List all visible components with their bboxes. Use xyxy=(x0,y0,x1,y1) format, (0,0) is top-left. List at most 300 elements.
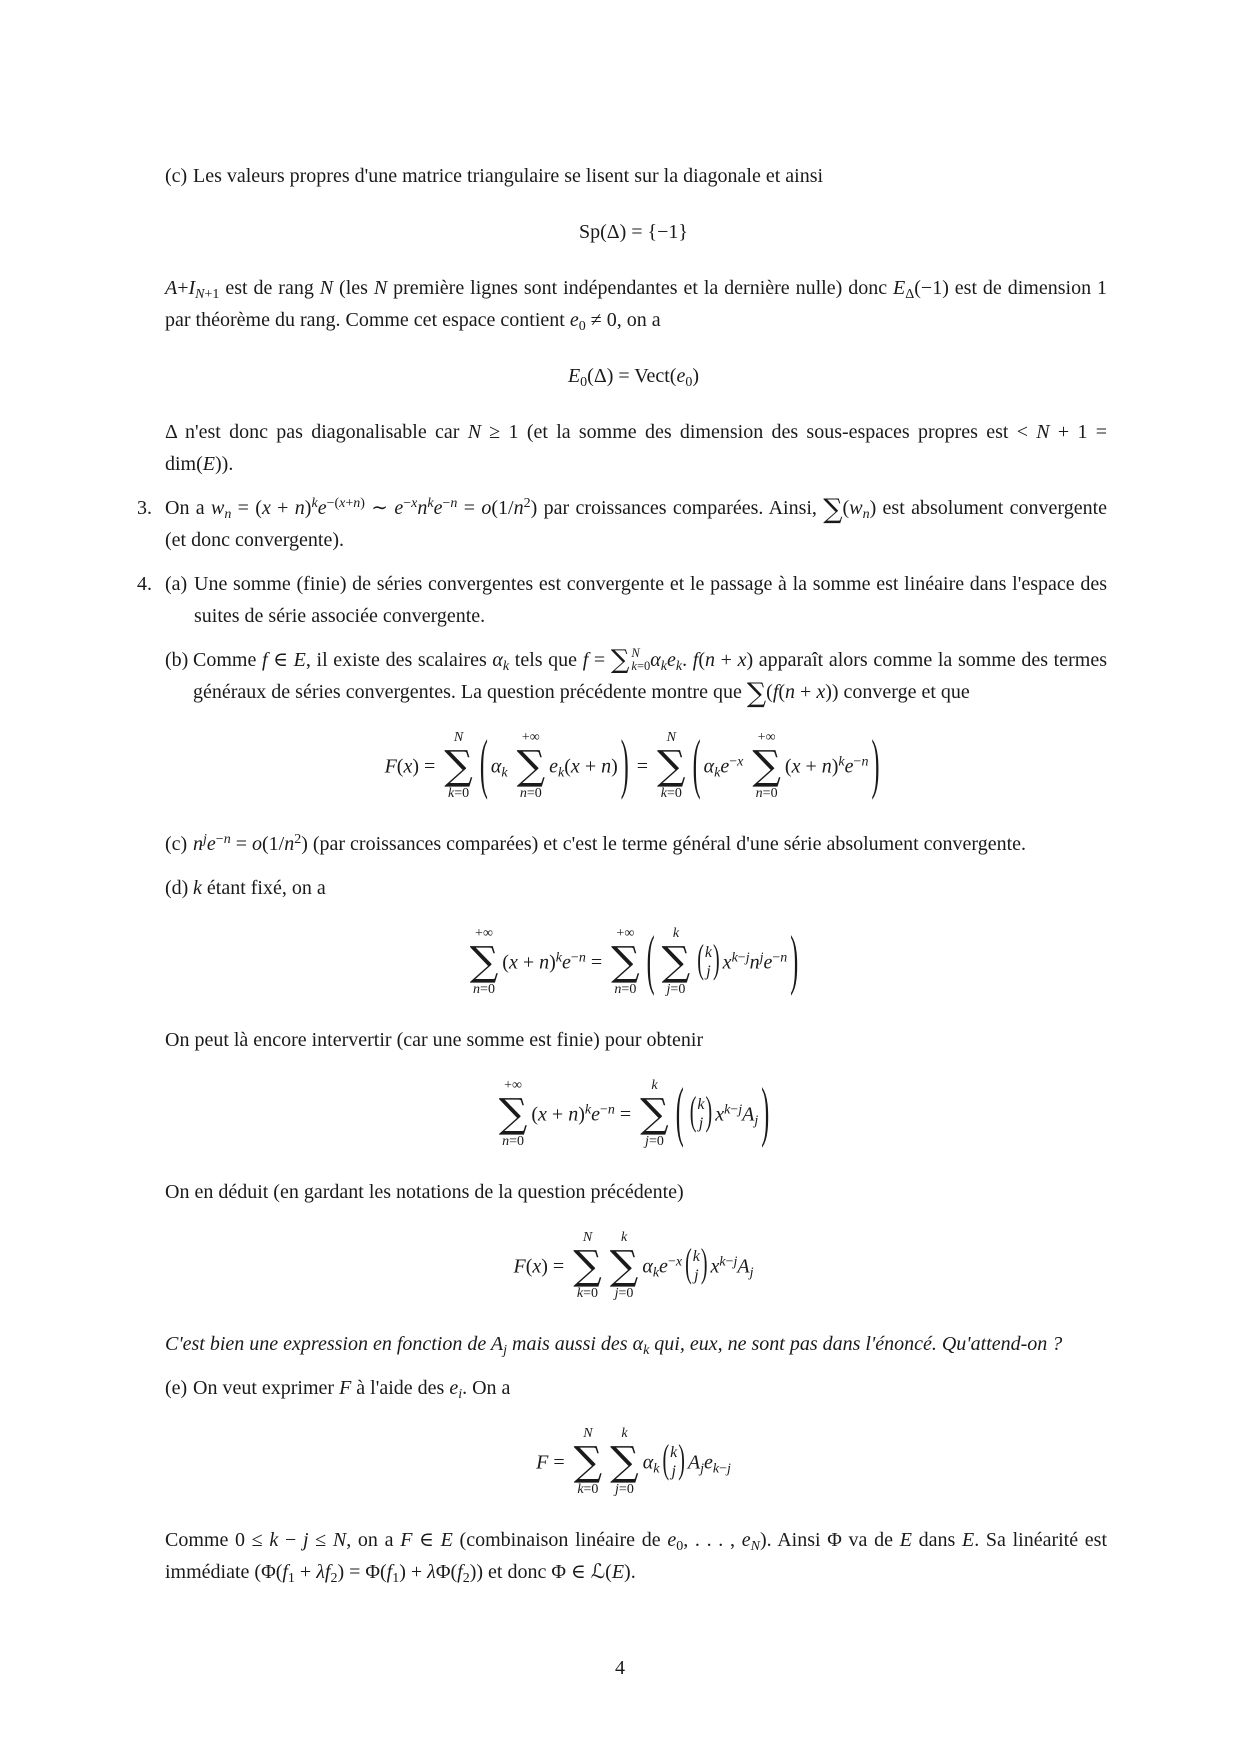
text-run: ( xyxy=(531,1103,539,1126)
paren-close-icon: ) xyxy=(678,1438,685,1482)
subscript: 0 xyxy=(685,375,693,390)
text-run: (combinaison linéaire de xyxy=(452,1529,668,1551)
summation xyxy=(444,730,473,802)
math-var: e xyxy=(741,1529,751,1551)
math-var: F xyxy=(384,755,397,778)
text-run: = xyxy=(614,1103,637,1126)
paragraph-content xyxy=(165,1524,1107,1588)
sum-lower-limit: k=0 xyxy=(448,786,470,801)
text-run: On en déduit (en gardant les notations de la question précédente) xyxy=(165,1181,684,1203)
math-var: f xyxy=(457,1561,463,1583)
text-run: + xyxy=(795,681,817,703)
item-c-valeurs-propres xyxy=(165,160,1107,192)
math-var: x xyxy=(715,1103,725,1126)
subscript: k xyxy=(653,1461,660,1477)
text-run: ) apparaît alors comme la somme des termes généraux de séries convergentes. La question précédente montre que xyxy=(193,649,1107,703)
summation xyxy=(640,1078,669,1150)
subscript: k xyxy=(643,1343,650,1358)
math-var: A xyxy=(742,1103,755,1126)
sum-upper-limit: +∞ xyxy=(475,926,493,941)
math-var: N xyxy=(332,1529,347,1551)
superscript: k xyxy=(584,1102,592,1118)
text-run: , on a xyxy=(346,1529,401,1551)
subscript: k−j xyxy=(712,1461,731,1477)
math-var: E xyxy=(893,277,906,299)
subscript: n xyxy=(224,507,232,522)
text-run: première lignes sont indépendantes et la dernière nulle) donc xyxy=(387,277,894,299)
math-var: o xyxy=(481,497,492,519)
math-var: n xyxy=(568,1103,579,1126)
math-var: f xyxy=(324,1561,331,1583)
binomial-bottom: j xyxy=(706,963,711,980)
paragraph-content xyxy=(165,416,1107,480)
binomial-bottom: j xyxy=(698,1115,704,1132)
text-run: , . . . , xyxy=(683,1529,742,1551)
paren-close-icon: ) xyxy=(761,1077,770,1151)
text-run: On a xyxy=(165,497,211,519)
text-run: On veut exprimer xyxy=(193,1377,340,1399)
subscript: k xyxy=(652,1265,660,1281)
paren-close-icon: ) xyxy=(871,729,880,803)
math-var: f xyxy=(692,649,699,671)
text-run: ( xyxy=(778,681,786,703)
para-non-diagonalisable xyxy=(165,416,1107,480)
math-var: α xyxy=(632,1333,644,1355)
text-run: (les xyxy=(333,277,374,299)
paragraph-content xyxy=(194,568,1107,632)
text-run: = ( xyxy=(231,497,262,519)
paren-open-icon: ( xyxy=(692,729,701,803)
math-var: e xyxy=(569,309,579,331)
text-run: ( xyxy=(784,755,792,778)
sum-lower-limit: n=0 xyxy=(519,786,542,801)
subscript: k xyxy=(501,765,508,781)
text-run: ≤ xyxy=(308,1529,333,1551)
text-run: ) = xyxy=(412,755,441,778)
paren-close-icon: ) xyxy=(713,938,720,982)
math-var: α xyxy=(703,755,715,778)
math-var: mais aussi des xyxy=(507,1333,633,1355)
superscript: k xyxy=(555,950,563,966)
text-run: ) = xyxy=(541,1255,570,1278)
superscript: −(x+n) xyxy=(326,496,365,511)
para-intervertir xyxy=(165,1024,1107,1056)
sum-lower-limit: k=0 xyxy=(576,1286,599,1301)
text-run: , il existe des scalaires xyxy=(305,649,493,671)
math-var: A xyxy=(165,277,178,299)
sigma-icon: ∑ xyxy=(610,645,630,676)
sigma-icon: ∑ xyxy=(498,1091,528,1137)
paragraph-content xyxy=(193,160,1107,192)
math-var: E xyxy=(611,1561,625,1583)
paren-open-icon: ( xyxy=(479,729,488,803)
math-var: qui, eux, ne sont pas dans l'énoncé. Qu'attend-on ? xyxy=(649,1333,1063,1355)
sigma-icon: ∑ xyxy=(609,1243,639,1289)
item-label: (e) xyxy=(165,1377,188,1399)
math-var: e xyxy=(449,1377,459,1399)
math-var: e xyxy=(549,755,559,778)
math-var: E xyxy=(440,1529,453,1551)
sum-upper-limit: k xyxy=(651,1078,658,1093)
math-var: f xyxy=(282,1561,288,1583)
text-run: à l'aide des xyxy=(351,1377,450,1399)
text-run: + 1 = dim( xyxy=(165,421,1107,475)
sum-upper-limit: +∞ xyxy=(504,1078,523,1093)
paragraph-content xyxy=(193,1372,1107,1404)
sigma-operator-icon: ∑ xyxy=(823,494,843,525)
sum-lower-limit: j=0 xyxy=(645,1134,664,1149)
text-run: ( xyxy=(525,1255,533,1278)
superscript: j xyxy=(203,832,207,847)
sum-upper-limit: N xyxy=(582,1230,593,1245)
text-run: Δ n'est donc pas diagonalisable car xyxy=(165,421,468,443)
math-var: A xyxy=(490,1333,504,1355)
math-var: x xyxy=(710,1255,720,1278)
sum-upper-limit: +∞ xyxy=(521,730,540,745)
text-run: dans xyxy=(911,1529,962,1551)
sum-upper-limit: N xyxy=(583,1426,593,1441)
superscript: −n xyxy=(772,950,788,966)
text-run: (−1) est de dimension 1 par théorème du rang. Comme cet espace contient xyxy=(165,277,1107,331)
subscript: j xyxy=(700,1461,704,1477)
sum-upper-limit: +∞ xyxy=(616,926,635,941)
text-run: ∈ xyxy=(412,1529,441,1551)
binomial-bottom: j xyxy=(671,1463,676,1480)
binomial-entries xyxy=(693,1247,700,1285)
page-footer xyxy=(0,1652,1240,1684)
text-run: + xyxy=(800,755,822,778)
subscript: j xyxy=(503,1343,507,1358)
math-var: E xyxy=(961,1529,975,1551)
equation-spectre xyxy=(160,216,1107,248)
equation-content xyxy=(536,1428,731,1500)
math-var: N xyxy=(319,277,334,299)
paren-open-icon: ( xyxy=(685,1242,692,1286)
text-run: ( xyxy=(766,681,773,703)
text-run: ) xyxy=(578,1103,585,1126)
math-var: n xyxy=(821,755,832,778)
subscript: 1 xyxy=(287,1571,295,1586)
text-run: Sp(Δ) = {−1} xyxy=(578,221,689,243)
binomial-entries xyxy=(670,1443,677,1481)
math-var: f xyxy=(582,649,589,671)
subscript: j xyxy=(754,1113,759,1129)
subscript: N+1 xyxy=(195,287,220,302)
subscript: k xyxy=(558,765,565,781)
subscript: j xyxy=(749,1265,754,1281)
text-run: . On a xyxy=(462,1377,511,1399)
math-var: A xyxy=(737,1255,750,1278)
superscript: k−j xyxy=(731,950,750,966)
subscript: n xyxy=(862,507,870,522)
equation-content xyxy=(466,925,802,1000)
subscript: 0 xyxy=(580,375,588,390)
sigma-icon: ∑ xyxy=(657,743,686,789)
text-run: est de rang xyxy=(219,277,320,299)
paragraph-content xyxy=(193,872,1107,904)
superscript: k xyxy=(311,496,318,511)
sigma-icon: ∑ xyxy=(516,743,546,789)
summation-inline xyxy=(610,645,651,676)
binomial-coefficient xyxy=(696,938,720,982)
superscript: −x xyxy=(729,754,744,770)
math-var: f xyxy=(261,649,268,671)
math-var: α xyxy=(490,755,502,778)
summation xyxy=(574,1426,603,1498)
math-var: α xyxy=(642,1255,653,1278)
sum-lower-limit: n=0 xyxy=(473,982,495,997)
equation-F-double-forme xyxy=(160,729,1107,804)
item-label: (d) xyxy=(165,877,189,899)
text-run: = xyxy=(585,951,608,974)
text-run: ( xyxy=(502,951,509,974)
sigma-icon: ∑ xyxy=(469,939,499,985)
math-var: f xyxy=(772,681,779,703)
text-run: ) xyxy=(692,365,700,387)
equation-F-base-e xyxy=(160,1428,1107,1500)
math-var: e xyxy=(659,1255,668,1278)
paren-open-icon: ( xyxy=(646,925,655,999)
text-run: = xyxy=(457,497,482,519)
text-run: ) xyxy=(611,755,618,778)
equation-content xyxy=(384,729,883,804)
math-var: n xyxy=(539,951,550,974)
text-run: Les valeurs propres d'une matrice triangulaire se lisent sur la diagonale et ainsi xyxy=(193,165,824,187)
math-var: k xyxy=(269,1529,279,1551)
text-run xyxy=(508,756,513,778)
binomial-bottom: j xyxy=(694,1267,699,1284)
superscript: −n xyxy=(853,754,869,770)
sum-upper-limit: N xyxy=(453,730,464,745)
paragraph-content xyxy=(165,272,1107,336)
sigma-icon: ∑ xyxy=(573,1439,603,1485)
subscript: k xyxy=(502,659,510,674)
math-var: n xyxy=(513,497,524,519)
sigma-icon: ∑ xyxy=(752,743,781,789)
sigma-operator-icon: ∑ xyxy=(746,678,767,709)
binomial-coefficient xyxy=(689,1090,713,1134)
math-var: e xyxy=(704,1451,713,1474)
paren-open-icon: ( xyxy=(689,1090,697,1134)
paragraph-content xyxy=(193,644,1107,708)
superscript: k−j xyxy=(724,1102,743,1118)
text-run: ). Ainsi Φ va de xyxy=(759,1529,900,1551)
sum-lower-limit: k=0 xyxy=(660,786,682,801)
summation xyxy=(517,730,546,802)
text-run: étant fixé, on a xyxy=(201,877,326,899)
text-run: Φ( xyxy=(435,1561,458,1583)
text-run: + xyxy=(294,1561,317,1583)
text-run: + xyxy=(177,277,189,299)
text-run: = xyxy=(588,649,611,671)
math-var: F xyxy=(536,1451,549,1474)
summation xyxy=(499,1078,528,1150)
math-var: e xyxy=(433,497,443,519)
text-run: ≠ 0, on a xyxy=(585,309,661,331)
text-run: ≥ 1 (et la somme des dimension des sous-espaces propres est < xyxy=(481,421,1037,443)
text-run: . Sa linéarité est immédiate (Φ( xyxy=(165,1529,1108,1583)
math-var: F xyxy=(513,1255,526,1278)
sum-lower-limit: k=0 xyxy=(577,1482,599,1497)
text-run: ( xyxy=(564,755,571,778)
sum-lower-limit: j=0 xyxy=(666,982,686,997)
subscript: k xyxy=(714,765,721,781)
summation xyxy=(470,926,499,998)
sigma-icon: ∑ xyxy=(573,1243,602,1289)
equation-content xyxy=(579,216,688,248)
math-var: e xyxy=(844,755,854,778)
math-var: E xyxy=(899,1529,912,1551)
paren-open-icon: ( xyxy=(662,1438,670,1482)
summation xyxy=(610,1426,639,1498)
paren-open-icon: ( xyxy=(697,938,704,982)
subscript: N xyxy=(750,1539,760,1554)
text-run: ) xyxy=(549,951,556,974)
equation-developpement-binome xyxy=(160,925,1107,1000)
superscript: j xyxy=(759,950,764,966)
para-rang xyxy=(165,272,1107,336)
math-var: x xyxy=(508,951,518,974)
para-conclusion-linearite xyxy=(165,1524,1107,1588)
paren-close-icon: ) xyxy=(620,729,629,803)
math-var: x xyxy=(722,951,732,974)
sum-lower-limit: k=0 xyxy=(631,659,651,674)
math-var: n xyxy=(284,833,295,855)
paragraph-content xyxy=(193,828,1107,860)
math-var: w xyxy=(211,497,225,519)
math-var: e xyxy=(720,755,730,778)
binomial-top: k xyxy=(697,1096,705,1113)
summation xyxy=(657,730,686,802)
summation xyxy=(662,926,691,998)
superscript: 2 xyxy=(294,832,302,847)
equation-F-finale xyxy=(160,1232,1107,1304)
text-run: . xyxy=(682,649,693,671)
item-label: (c) xyxy=(165,833,188,855)
math-var: e xyxy=(317,497,327,519)
binomial-coefficient xyxy=(684,1242,708,1286)
subscript: i xyxy=(458,1387,463,1402)
text-run: ) = Φ( xyxy=(337,1561,387,1583)
superscript: −n xyxy=(442,496,458,511)
equation-content xyxy=(568,360,699,392)
sum-lower-limit: j=0 xyxy=(615,1482,634,1497)
math-var: x xyxy=(791,755,801,778)
math-var: e xyxy=(667,649,676,671)
superscript: −x xyxy=(667,1254,683,1270)
text-run: ) xyxy=(831,755,839,778)
math-var: f xyxy=(386,1561,393,1583)
text-run: − xyxy=(278,1529,303,1551)
subscript: k xyxy=(660,659,667,674)
sum-upper-limit: k xyxy=(621,1426,628,1441)
subscript: 2 xyxy=(330,1571,338,1586)
text-run: ( xyxy=(842,497,850,519)
summation xyxy=(611,926,640,998)
text-run: (1/ xyxy=(491,497,514,519)
superscript: −n xyxy=(215,832,231,847)
binomial-top: k xyxy=(670,1444,678,1461)
text-run: Comme xyxy=(193,649,262,671)
math-var: x xyxy=(538,1103,547,1126)
subscript: 0 xyxy=(578,319,586,334)
sum-lower-limit: j=0 xyxy=(614,1286,634,1301)
sum-lower-limit: n=0 xyxy=(502,1134,525,1149)
math-var: x xyxy=(570,755,580,778)
sigma-icon: ∑ xyxy=(661,939,691,985)
text-run: ∼ xyxy=(364,497,395,519)
sum-upper-limit: N xyxy=(631,646,640,661)
sigma-icon: ∑ xyxy=(611,939,640,985)
math-var: C'est bien une expression en fonction de xyxy=(165,1333,491,1355)
math-var: λ xyxy=(427,1561,436,1583)
sum-scripts xyxy=(631,647,650,673)
sum-upper-limit: +∞ xyxy=(757,730,776,745)
math-var: A xyxy=(687,1451,701,1474)
math-var: N xyxy=(1036,421,1050,443)
item-label: (b) xyxy=(165,649,189,671)
subscript: 2 xyxy=(462,1571,470,1586)
text-run: ) xyxy=(304,497,312,519)
math-var: α xyxy=(642,1451,654,1474)
text-run: (Δ) = Vect( xyxy=(587,365,677,387)
binomial-coefficient xyxy=(661,1438,685,1482)
binomial-top: k xyxy=(704,944,712,961)
page-number: 4 xyxy=(615,1657,625,1679)
paren-close-icon: ) xyxy=(700,1242,708,1286)
math-var: e xyxy=(562,951,571,974)
subscript: Δ xyxy=(905,287,915,302)
text-run: (1/ xyxy=(261,833,285,855)
item-4e xyxy=(165,1372,1107,1404)
math-var: n xyxy=(601,755,612,778)
math-var: λ xyxy=(316,1561,325,1583)
superscript: −n xyxy=(570,950,586,966)
item-label: 3. xyxy=(137,497,152,519)
superscript: k−j xyxy=(719,1254,738,1270)
text-run: + xyxy=(517,951,540,974)
item-4d xyxy=(165,872,1107,904)
math-var: j xyxy=(302,1529,309,1551)
math-var: o xyxy=(251,833,262,855)
math-var: n xyxy=(294,497,305,519)
item-4b xyxy=(165,644,1107,708)
summation xyxy=(752,730,781,802)
text-run: + xyxy=(579,755,602,778)
equation-content xyxy=(495,1077,772,1152)
text-run: On peut là encore intervertir (car une somme est finie) pour obtenir xyxy=(165,1029,704,1051)
text-run: Une somme (finie) de séries convergentes est convergente et le passage à la somme est linéaire dans l'espace des suites de série associée convergente. xyxy=(194,573,1107,627)
text-run: ). xyxy=(624,1561,636,1583)
text-run: ( xyxy=(698,649,705,671)
text-run: + xyxy=(715,649,738,671)
binomial-entries xyxy=(705,943,712,981)
math-var: x xyxy=(261,497,271,519)
superscript: −x xyxy=(403,496,418,511)
subscript: 1 xyxy=(392,1571,400,1586)
text-run: ) (par croissances comparées) et c'est le terme général d'une série absolument convergente. xyxy=(301,833,1027,855)
paren-open-icon: ( xyxy=(675,1077,684,1151)
item-label: (c) xyxy=(165,165,188,187)
sigma-icon: ∑ xyxy=(610,1439,639,1485)
sum-lower-limit: n=0 xyxy=(755,786,778,801)
text-run: + xyxy=(270,497,295,519)
para-remarque-italique xyxy=(165,1328,1107,1360)
text-run: )) converge et que xyxy=(825,681,970,703)
text-run: tels que xyxy=(509,649,583,671)
text-run: ) + xyxy=(399,1561,428,1583)
binomial-top: k xyxy=(692,1248,700,1265)
